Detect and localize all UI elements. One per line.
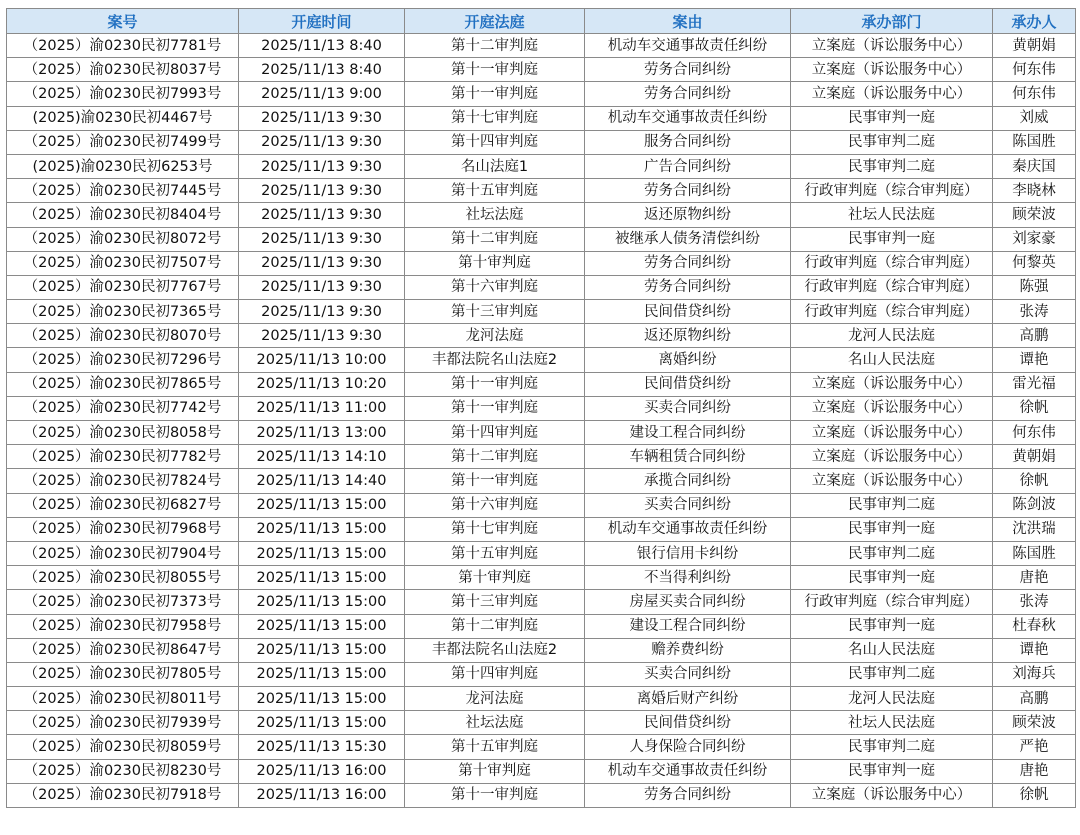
cell-hearing-time: 2025/11/13 15:00 (239, 614, 405, 638)
table-body (7, 34, 1076, 808)
cell-department: 民事审判二庭 (791, 541, 993, 565)
cell-cause: 返还原物纠纷 (585, 203, 791, 227)
cell-courtroom: 第十三审判庭 (405, 590, 585, 614)
cell-judge: 黄朝娟 (993, 34, 1076, 58)
cell-department: 社坛人民法庭 (791, 203, 993, 227)
table-row (7, 34, 1076, 58)
cell-department: 立案庭（诉讼服务中心） (791, 421, 993, 445)
cell-department: 民事审判二庭 (791, 130, 993, 154)
cell-courtroom: 第十五审判庭 (405, 735, 585, 759)
cell-judge: 顾荣波 (993, 203, 1076, 227)
cell-cause: 劳务合同纠纷 (585, 58, 791, 82)
cell-case-number: （2025）渝0230民初8070号 (7, 324, 239, 348)
cell-courtroom: 丰都法院名山法庭2 (405, 348, 585, 372)
cell-cause: 车辆租赁合同纠纷 (585, 445, 791, 469)
cell-courtroom: 第十三审判庭 (405, 300, 585, 324)
cell-judge: 陈强 (993, 275, 1076, 299)
cell-judge: 沈洪瑞 (993, 517, 1076, 541)
table-row (7, 469, 1076, 493)
cell-case-number: （2025）渝0230民初7742号 (7, 396, 239, 420)
table-row (7, 203, 1076, 227)
cell-cause: 劳务合同纠纷 (585, 179, 791, 203)
cell-hearing-time: 2025/11/13 15:00 (239, 711, 405, 735)
table-row (7, 759, 1076, 783)
cell-hearing-time: 2025/11/13 16:00 (239, 783, 405, 807)
cell-cause: 民间借贷纠纷 (585, 300, 791, 324)
cell-hearing-time: 2025/11/13 8:40 (239, 58, 405, 82)
table-row (7, 541, 1076, 565)
cell-department: 行政审判庭（综合审判庭） (791, 300, 993, 324)
cell-case-number: （2025）渝0230民初7365号 (7, 300, 239, 324)
cell-courtroom: 第十一审判庭 (405, 469, 585, 493)
cell-department: 名山人民法庭 (791, 348, 993, 372)
cell-department: 立案庭（诉讼服务中心） (791, 34, 993, 58)
cell-courtroom: 第十二审判庭 (405, 445, 585, 469)
cell-hearing-time: 2025/11/13 9:30 (239, 300, 405, 324)
cell-hearing-time: 2025/11/13 9:00 (239, 82, 405, 106)
cell-cause: 机动车交通事故责任纠纷 (585, 34, 791, 58)
header-row (7, 9, 1076, 34)
header-hearing-time: 开庭时间 (239, 9, 405, 34)
cell-department: 立案庭（诉讼服务中心） (791, 82, 993, 106)
cell-judge: 刘家豪 (993, 227, 1076, 251)
cell-hearing-time: 2025/11/13 14:40 (239, 469, 405, 493)
cell-cause: 机动车交通事故责任纠纷 (585, 517, 791, 541)
cell-case-number: (2025)渝0230民初6253号 (7, 154, 239, 178)
cell-cause: 民间借贷纠纷 (585, 372, 791, 396)
cell-department: 立案庭（诉讼服务中心） (791, 469, 993, 493)
cell-hearing-time: 2025/11/13 8:40 (239, 34, 405, 58)
table-row (7, 783, 1076, 807)
table-row (7, 130, 1076, 154)
cell-courtroom: 第十一审判庭 (405, 58, 585, 82)
cell-department: 行政审判庭（综合审判庭） (791, 251, 993, 275)
cell-case-number: （2025）渝0230民初7824号 (7, 469, 239, 493)
cell-case-number: （2025）渝0230民初8059号 (7, 735, 239, 759)
cell-hearing-time: 2025/11/13 15:00 (239, 566, 405, 590)
hearing-schedule (6, 8, 1076, 808)
cell-hearing-time: 2025/11/13 15:00 (239, 517, 405, 541)
cell-judge: 黄朝娟 (993, 445, 1076, 469)
cell-hearing-time: 2025/11/13 9:30 (239, 179, 405, 203)
cell-case-number: （2025）渝0230民初7445号 (7, 179, 239, 203)
cell-hearing-time: 2025/11/13 9:30 (239, 203, 405, 227)
cell-cause: 建设工程合同纠纷 (585, 614, 791, 638)
cell-hearing-time: 2025/11/13 15:00 (239, 590, 405, 614)
table-row (7, 179, 1076, 203)
cell-cause: 买卖合同纠纷 (585, 662, 791, 686)
cell-cause: 赡养费纠纷 (585, 638, 791, 662)
cell-courtroom: 第十四审判庭 (405, 130, 585, 154)
cell-department: 民事审判二庭 (791, 154, 993, 178)
cell-judge: 杜春秋 (993, 614, 1076, 638)
cell-hearing-time: 2025/11/13 15:00 (239, 493, 405, 517)
cell-courtroom: 第十审判庭 (405, 251, 585, 275)
cell-judge: 高鹏 (993, 687, 1076, 711)
cell-hearing-time: 2025/11/13 16:00 (239, 759, 405, 783)
cell-department: 民事审判一庭 (791, 227, 993, 251)
cell-hearing-time: 2025/11/13 9:30 (239, 154, 405, 178)
cell-hearing-time: 2025/11/13 15:00 (239, 638, 405, 662)
cell-hearing-time: 2025/11/13 15:00 (239, 687, 405, 711)
cell-case-number: （2025）渝0230民初7968号 (7, 517, 239, 541)
cell-judge: 雷光福 (993, 372, 1076, 396)
cell-department: 行政审判庭（综合审判庭） (791, 275, 993, 299)
cell-courtroom: 龙河法庭 (405, 687, 585, 711)
cell-cause: 离婚纠纷 (585, 348, 791, 372)
cell-judge: 张涛 (993, 300, 1076, 324)
table-row (7, 735, 1076, 759)
cell-cause: 机动车交通事故责任纠纷 (585, 759, 791, 783)
cell-courtroom: 第十四审判庭 (405, 662, 585, 686)
table-row (7, 372, 1076, 396)
cell-case-number: （2025）渝0230民初7805号 (7, 662, 239, 686)
cell-courtroom: 丰都法院名山法庭2 (405, 638, 585, 662)
cell-department: 名山人民法庭 (791, 638, 993, 662)
cell-case-number: （2025）渝0230民初8647号 (7, 638, 239, 662)
cell-courtroom: 第十二审判庭 (405, 227, 585, 251)
cell-judge: 顾荣波 (993, 711, 1076, 735)
cell-cause: 人身保险合同纠纷 (585, 735, 791, 759)
cell-department: 龙河人民法庭 (791, 324, 993, 348)
table-row (7, 227, 1076, 251)
table-row (7, 396, 1076, 420)
table-row (7, 517, 1076, 541)
cell-cause: 银行信用卡纠纷 (585, 541, 791, 565)
cell-case-number: （2025）渝0230民初7958号 (7, 614, 239, 638)
table-row (7, 154, 1076, 178)
table-row (7, 687, 1076, 711)
cell-judge: 高鹏 (993, 324, 1076, 348)
cell-courtroom: 第十二审判庭 (405, 34, 585, 58)
header-cause: 案由 (585, 9, 791, 34)
cell-department: 民事审判一庭 (791, 759, 993, 783)
table-row (7, 58, 1076, 82)
cell-department: 立案庭（诉讼服务中心） (791, 396, 993, 420)
cell-cause: 买卖合同纠纷 (585, 493, 791, 517)
table-row (7, 566, 1076, 590)
table-row (7, 324, 1076, 348)
table-row (7, 614, 1076, 638)
cell-courtroom: 第十七审判庭 (405, 517, 585, 541)
cell-case-number: （2025）渝0230民初7507号 (7, 251, 239, 275)
table-row (7, 106, 1076, 130)
cell-case-number: （2025）渝0230民初7939号 (7, 711, 239, 735)
header-department: 承办部门 (791, 9, 993, 34)
cell-judge: 谭艳 (993, 348, 1076, 372)
cell-department: 行政审判庭（综合审判庭） (791, 590, 993, 614)
cell-cause: 买卖合同纠纷 (585, 396, 791, 420)
cell-department: 民事审判二庭 (791, 735, 993, 759)
cell-case-number: （2025）渝0230民初8230号 (7, 759, 239, 783)
cell-case-number: （2025）渝0230民初7904号 (7, 541, 239, 565)
cell-case-number: (2025)渝0230民初4467号 (7, 106, 239, 130)
cell-courtroom: 第十五审判庭 (405, 179, 585, 203)
cell-case-number: （2025）渝0230民初7865号 (7, 372, 239, 396)
cell-judge: 唐艳 (993, 566, 1076, 590)
cell-hearing-time: 2025/11/13 13:00 (239, 421, 405, 445)
header-courtroom: 开庭法庭 (405, 9, 585, 34)
cell-cause: 承揽合同纠纷 (585, 469, 791, 493)
cell-department: 民事审判一庭 (791, 517, 993, 541)
cell-judge: 徐帆 (993, 469, 1076, 493)
cell-case-number: （2025）渝0230民初8072号 (7, 227, 239, 251)
cell-courtroom: 第十七审判庭 (405, 106, 585, 130)
cell-department: 民事审判一庭 (791, 566, 993, 590)
cell-case-number: （2025）渝0230民初8404号 (7, 203, 239, 227)
cell-department: 立案庭（诉讼服务中心） (791, 445, 993, 469)
cell-hearing-time: 2025/11/13 15:00 (239, 541, 405, 565)
cell-cause: 服务合同纠纷 (585, 130, 791, 154)
cell-cause: 劳务合同纠纷 (585, 275, 791, 299)
cell-department: 立案庭（诉讼服务中心） (791, 58, 993, 82)
cell-courtroom: 第十六审判庭 (405, 493, 585, 517)
cell-cause: 民间借贷纠纷 (585, 711, 791, 735)
cell-case-number: （2025）渝0230民初7993号 (7, 82, 239, 106)
table-row (7, 711, 1076, 735)
cell-judge: 何东伟 (993, 58, 1076, 82)
cell-case-number: （2025）渝0230民初8058号 (7, 421, 239, 445)
cell-judge: 李晓林 (993, 179, 1076, 203)
cell-department: 民事审判二庭 (791, 493, 993, 517)
cell-department: 立案庭（诉讼服务中心） (791, 372, 993, 396)
cell-judge: 何东伟 (993, 421, 1076, 445)
cell-cause: 房屋买卖合同纠纷 (585, 590, 791, 614)
cell-cause: 被继承人债务清偿纠纷 (585, 227, 791, 251)
header-judge: 承办人 (993, 9, 1076, 34)
cell-judge: 陈国胜 (993, 130, 1076, 154)
table-row (7, 275, 1076, 299)
cell-cause: 劳务合同纠纷 (585, 251, 791, 275)
cell-courtroom: 第十五审判庭 (405, 541, 585, 565)
cell-department: 社坛人民法庭 (791, 711, 993, 735)
cell-department: 民事审判一庭 (791, 614, 993, 638)
cell-department: 行政审判庭（综合审判庭） (791, 179, 993, 203)
cell-courtroom: 第十六审判庭 (405, 275, 585, 299)
cell-hearing-time: 2025/11/13 15:30 (239, 735, 405, 759)
cell-cause: 劳务合同纠纷 (585, 82, 791, 106)
cell-case-number: （2025）渝0230民初8055号 (7, 566, 239, 590)
table-row (7, 590, 1076, 614)
cell-courtroom: 第十一审判庭 (405, 396, 585, 420)
cell-courtroom: 社坛法庭 (405, 711, 585, 735)
cell-courtroom: 第十一审判庭 (405, 82, 585, 106)
cell-courtroom: 龙河法庭 (405, 324, 585, 348)
table-row (7, 638, 1076, 662)
table-row (7, 300, 1076, 324)
hearing-schedule-table (6, 8, 1076, 808)
cell-hearing-time: 2025/11/13 9:30 (239, 324, 405, 348)
table-row (7, 662, 1076, 686)
cell-judge: 徐帆 (993, 783, 1076, 807)
table-row (7, 348, 1076, 372)
cell-department: 立案庭（诉讼服务中心） (791, 783, 993, 807)
cell-case-number: （2025）渝0230民初8037号 (7, 58, 239, 82)
cell-case-number: （2025）渝0230民初8011号 (7, 687, 239, 711)
cell-courtroom: 第十一审判庭 (405, 783, 585, 807)
cell-hearing-time: 2025/11/13 9:30 (239, 130, 405, 154)
cell-cause: 不当得利纠纷 (585, 566, 791, 590)
cell-judge: 刘威 (993, 106, 1076, 130)
cell-cause: 广告合同纠纷 (585, 154, 791, 178)
table-row (7, 82, 1076, 106)
cell-cause: 机动车交通事故责任纠纷 (585, 106, 791, 130)
cell-judge: 秦庆国 (993, 154, 1076, 178)
table-row (7, 421, 1076, 445)
cell-department: 民事审判一庭 (791, 106, 993, 130)
cell-department: 龙河人民法庭 (791, 687, 993, 711)
cell-case-number: （2025）渝0230民初7296号 (7, 348, 239, 372)
cell-judge: 严艳 (993, 735, 1076, 759)
cell-hearing-time: 2025/11/13 9:30 (239, 106, 405, 130)
cell-judge: 谭艳 (993, 638, 1076, 662)
cell-hearing-time: 2025/11/13 9:30 (239, 227, 405, 251)
cell-judge: 张涛 (993, 590, 1076, 614)
cell-hearing-time: 2025/11/13 15:00 (239, 662, 405, 686)
cell-case-number: （2025）渝0230民初7767号 (7, 275, 239, 299)
cell-case-number: （2025）渝0230民初6827号 (7, 493, 239, 517)
cell-hearing-time: 2025/11/13 10:00 (239, 348, 405, 372)
cell-hearing-time: 2025/11/13 14:10 (239, 445, 405, 469)
cell-judge: 何东伟 (993, 82, 1076, 106)
cell-courtroom: 第十审判庭 (405, 566, 585, 590)
table-row (7, 493, 1076, 517)
cell-judge: 唐艳 (993, 759, 1076, 783)
cell-cause: 离婚后财产纠纷 (585, 687, 791, 711)
cell-case-number: （2025）渝0230民初7918号 (7, 783, 239, 807)
cell-department: 民事审判二庭 (791, 662, 993, 686)
cell-case-number: （2025）渝0230民初7781号 (7, 34, 239, 58)
cell-case-number: （2025）渝0230民初7499号 (7, 130, 239, 154)
cell-courtroom: 社坛法庭 (405, 203, 585, 227)
cell-hearing-time: 2025/11/13 10:20 (239, 372, 405, 396)
cell-case-number: （2025）渝0230民初7782号 (7, 445, 239, 469)
cell-judge: 陈剑波 (993, 493, 1076, 517)
cell-judge: 何黎英 (993, 251, 1076, 275)
cell-courtroom: 第十四审判庭 (405, 421, 585, 445)
cell-cause: 返还原物纠纷 (585, 324, 791, 348)
cell-judge: 徐帆 (993, 396, 1076, 420)
cell-hearing-time: 2025/11/13 9:30 (239, 251, 405, 275)
cell-cause: 建设工程合同纠纷 (585, 421, 791, 445)
cell-courtroom: 第十二审判庭 (405, 614, 585, 638)
cell-courtroom: 第十审判庭 (405, 759, 585, 783)
table-row (7, 445, 1076, 469)
cell-case-number: （2025）渝0230民初7373号 (7, 590, 239, 614)
cell-cause: 劳务合同纠纷 (585, 783, 791, 807)
cell-judge: 刘海兵 (993, 662, 1076, 686)
header-case-number: 案号 (7, 9, 239, 34)
cell-hearing-time: 2025/11/13 11:00 (239, 396, 405, 420)
cell-hearing-time: 2025/11/13 9:30 (239, 275, 405, 299)
cell-courtroom: 第十一审判庭 (405, 372, 585, 396)
cell-judge: 陈国胜 (993, 541, 1076, 565)
cell-courtroom: 名山法庭1 (405, 154, 585, 178)
table-row (7, 251, 1076, 275)
